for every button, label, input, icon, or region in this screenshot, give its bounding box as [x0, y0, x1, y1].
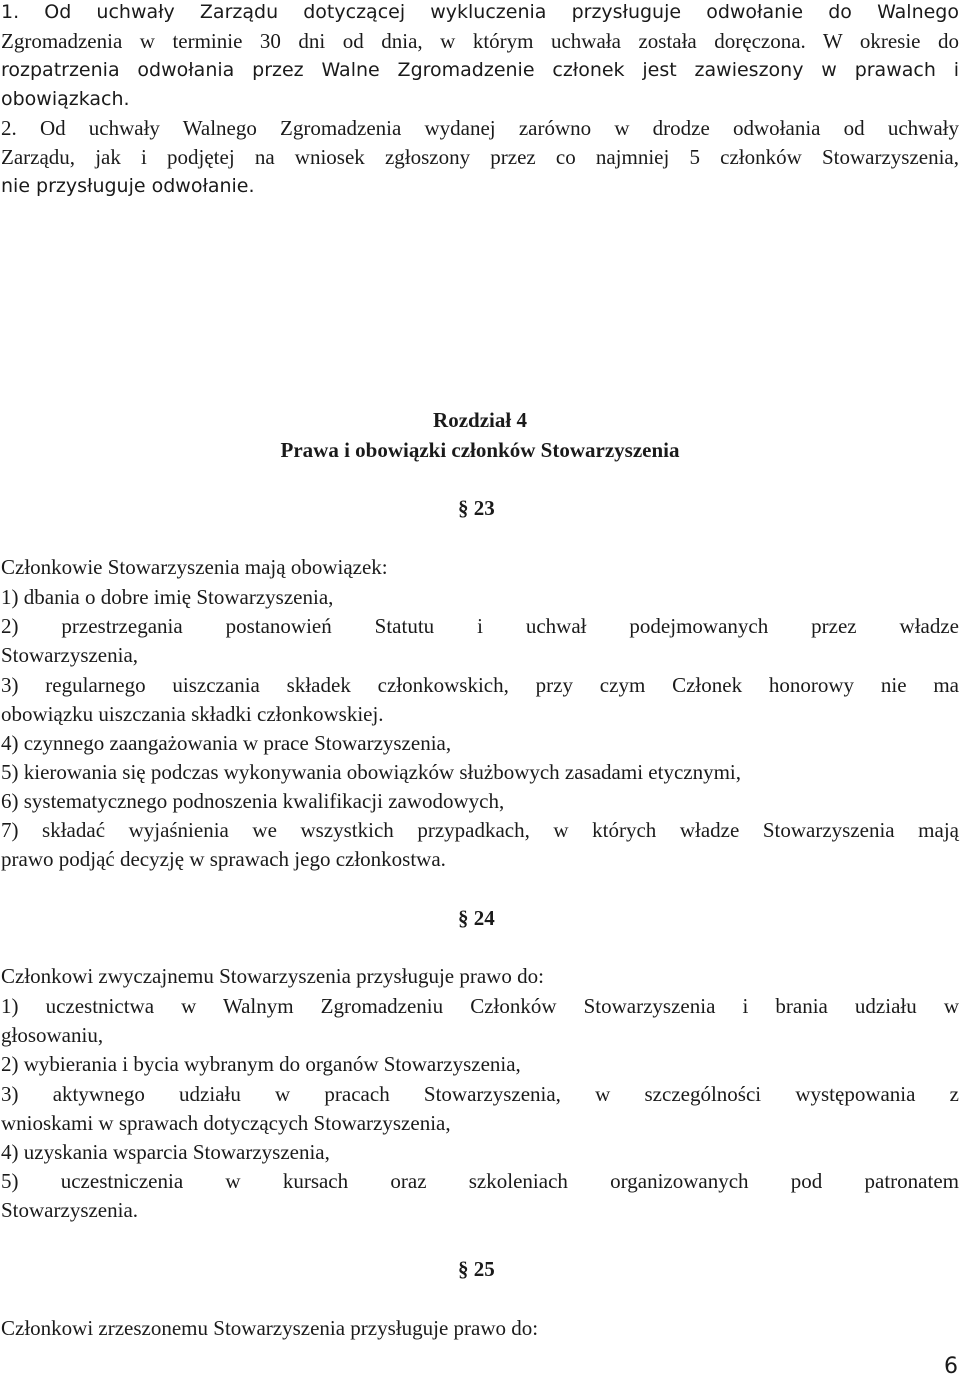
chapter-number: Rozdział 4	[433, 408, 527, 432]
section-25-heading: § 25	[458, 1257, 495, 1281]
section-23-heading: § 23	[458, 496, 495, 520]
section-24-item-1: 1) uczestnictwa w Walnym Zgromadzeniu Członków Stowarzyszenia i brania udziału w	[1, 994, 959, 1018]
intro-line-5: 2. Od uchwały Walnego Zgromadzenia wydanej zarówno w drodze odwołania od uchwały	[1, 116, 959, 140]
section-24-heading: § 24	[458, 906, 495, 930]
section-23-intro: Członkowie Stowarzyszenia mają obowiązek:	[1, 555, 388, 579]
intro-line-4: obowiązkach.	[1, 88, 130, 110]
section-23-item-2: 2) przestrzegania postanowień Statutu i uchwał podejmowanych przez władze	[1, 614, 959, 638]
section-23-item-3: 3) regularnego uiszczania składek członkowskich, przy czym Członek honorowy nie ma	[1, 673, 959, 697]
section-24-item-1-cont: głosowaniu,	[1, 1023, 104, 1047]
section-24-item-2: 2) wybierania i bycia wybranym do organów Stowarzyszenia,	[1, 1052, 521, 1076]
intro-line-1: 1. Od uchwały Zarządu dotyczącej wykluczenia przysługuje odwołanie do Walnego	[1, 1, 959, 23]
chapter-title: Prawa i obowiązki członków Stowarzyszenia	[280, 438, 680, 462]
section-23-item-1: 1) dbania o dobre imię Stowarzyszenia,	[1, 585, 334, 609]
section-24-item-4: 4) uzyskania wsparcia Stowarzyszenia,	[1, 1140, 330, 1164]
intro-line-7: nie przysługuje odwołanie.	[1, 175, 255, 197]
section-24-item-5-cont: Stowarzyszenia.	[1, 1198, 139, 1222]
section-23-item-4: 4) czynnego zaangażowania w prace Stowarzyszenia,	[1, 731, 452, 755]
section-23-item-7: 7) składać wyjaśnienia we wszystkich przypadkach, w których władze Stowarzyszenia mają	[1, 818, 959, 842]
section-25-intro: Członkowi zrzeszonemu Stowarzyszenia przysługuje prawo do:	[1, 1316, 539, 1340]
section-24-item-3-cont: wnioskami w sprawach dotyczących Stowarzyszenia,	[1, 1111, 451, 1135]
section-23-item-2-cont: Stowarzyszenia,	[1, 643, 139, 667]
section-24-item-5: 5) uczestniczenia w kursach oraz szkoleniach organizowanych pod patronatem	[1, 1169, 959, 1193]
page-number: 6	[944, 1354, 958, 1379]
intro-line-6: Zarządu, jak i podjętej na wniosek zgłoszony przez co najmniej 5 członków Stowarzyszenia,	[1, 145, 959, 169]
section-23-item-6: 6) systematycznego podnoszenia kwalifikacji zawodowych,	[1, 789, 505, 813]
section-24-intro: Członkowi zwyczajnemu Stowarzyszenia przysługuje prawo do:	[1, 964, 544, 988]
section-23-item-7-cont: prawo podjąć decyzję w sprawach jego członkostwa.	[1, 847, 446, 871]
section-24-item-3: 3) aktywnego udziału w pracach Stowarzyszenia, w szczególności występowania z	[1, 1082, 959, 1106]
intro-line-3: rozpatrzenia odwołania przez Walne Zgromadzenie członek jest zawieszony w prawach i	[1, 59, 959, 81]
section-23-item-5: 5) kierowania się podczas wykonywania obowiązków służbowych zasadami etycznymi,	[1, 760, 742, 784]
section-23-item-3-cont: obowiązku uiszczania składki członkowskiej.	[1, 702, 384, 726]
intro-line-2: Zgromadzenia w terminie 30 dni od dnia, w którym uchwała została doręczona. W okresie do	[1, 29, 959, 53]
